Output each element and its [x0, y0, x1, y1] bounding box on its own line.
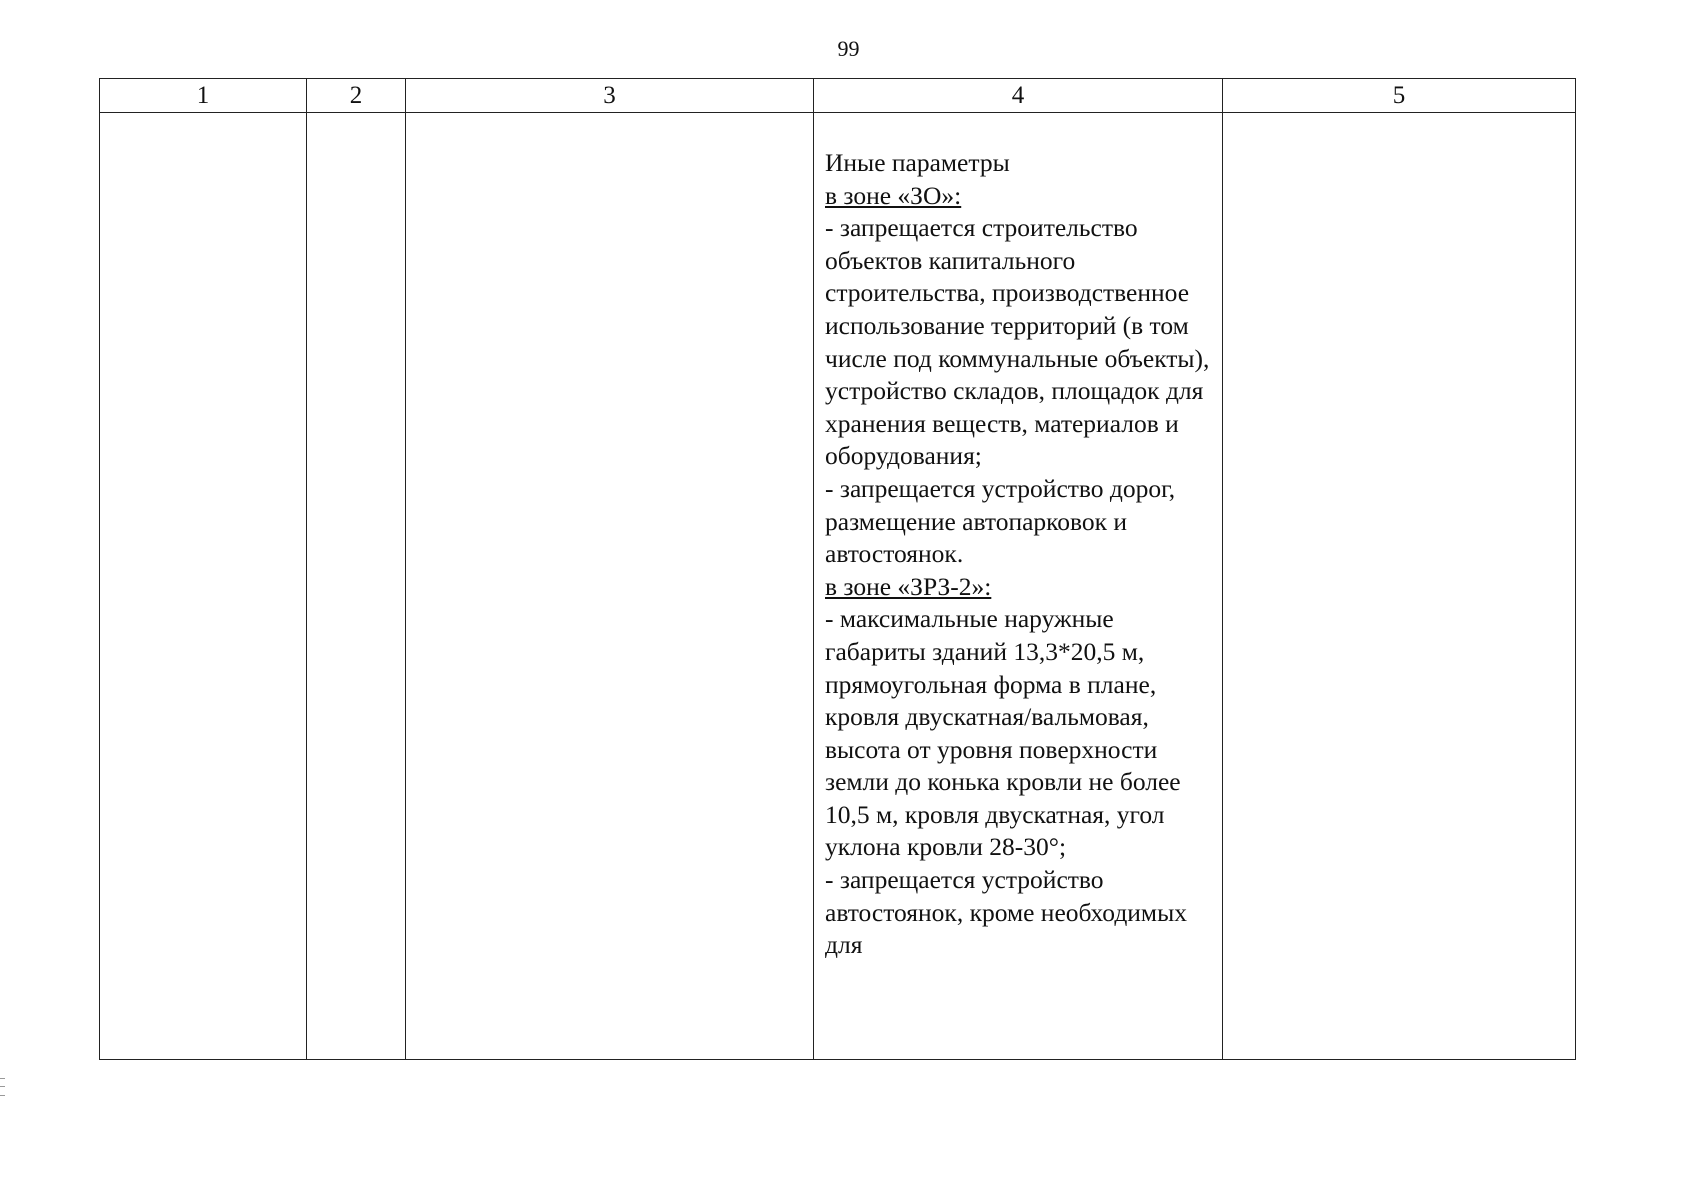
zone-zo-heading: в зоне «ЗО»:	[825, 180, 962, 210]
regulations-table	[99, 78, 1576, 1060]
cell-col-1	[100, 113, 307, 1060]
column-header-3: 3	[406, 79, 814, 113]
cell-col-4	[814, 113, 1223, 1060]
column-header-1: 1	[100, 79, 307, 113]
table-header-row	[100, 79, 1576, 113]
zone-zrz2-heading: в зоне «ЗРЗ-2»:	[825, 571, 992, 601]
zone-zrz2-item-2: - запрещается устройство автостоянок, кроме необходимых для	[825, 865, 1187, 960]
intro-text: Иные параметры	[825, 148, 1010, 177]
scan-edge-mark	[0, 1078, 5, 1096]
column-header-2: 2	[307, 79, 406, 113]
cell-col-5	[1223, 113, 1576, 1060]
column-header-5: 5	[1223, 79, 1576, 113]
parameters-text	[814, 113, 1222, 962]
zone-zo-item-1: - запрещается строительство объектов капитального строительства, производственное использование территорий (в том числе под коммунальные объекты), устройство складов, площадок для хранения веществ, материалов и оборудования;	[825, 213, 1210, 471]
zone-zrz2-item-1: - максимальные наружные габариты зданий 13,3*20,5 м, прямоугольная форма в плане, кровля двускатная/вальмовая, высота от уровня поверхности земли до конька кровли не более 10,5 м, кровля двускатная, угол уклона кровли 28-30°;	[825, 604, 1181, 862]
cell-col-2	[307, 113, 406, 1060]
column-header-4: 4	[814, 79, 1223, 113]
page-number: 99	[837, 36, 860, 61]
zone-zo-item-2: - запрещается устройство дорог, размещение автопарковок и автостоянок.	[825, 473, 1176, 569]
table-row	[100, 113, 1576, 1060]
cell-col-3	[406, 113, 814, 1060]
